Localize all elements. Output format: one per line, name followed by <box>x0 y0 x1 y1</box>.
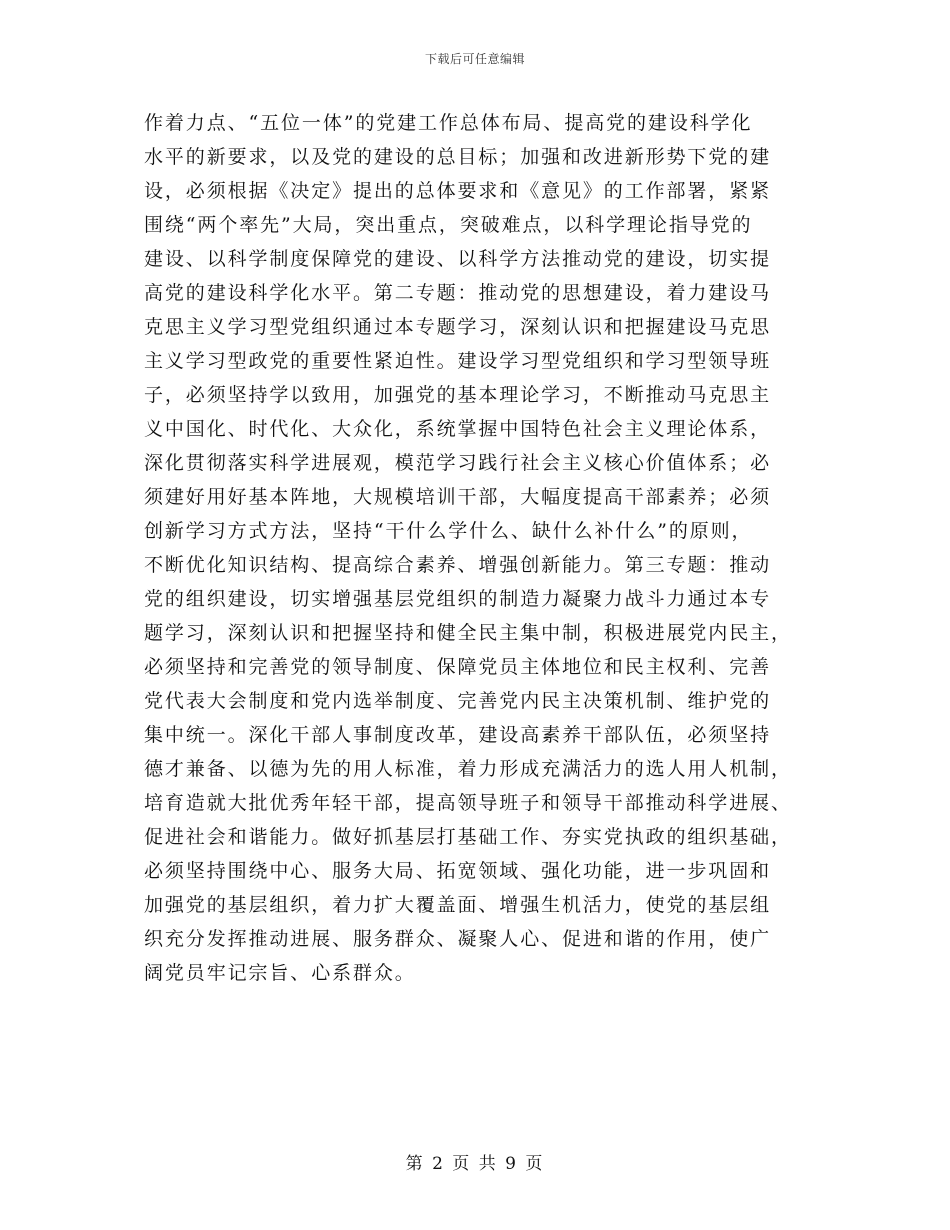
footer-total-prefix: 共 <box>478 1154 498 1174</box>
text-line-10: 义中国化、时代化、大众化，系统掌握中国特色社会主义理论体系， <box>144 418 772 440</box>
text-line-11: 深化贯彻落实科学进展观，模范学习践行社会主义核心价值体系；必 <box>144 452 772 474</box>
footer-prefix: 第 <box>405 1154 425 1174</box>
text-line-15: 党的组织建设，切实增强基层党组织的制造力凝聚力战斗力通过本专 <box>144 588 772 610</box>
text-line-14: 不断优化知识结构、提高综合素养、增强创新能力。第三专题：推动 <box>144 554 772 576</box>
text-line-22: 促进社会和谐能力。做好抓基层打基础工作、夯实党执政的组织基础， <box>144 826 792 848</box>
text-line-24: 加强党的基层组织，着力扩大覆盖面、增强生机活力，使党的基层组 <box>144 894 772 916</box>
text-line-20: 德才兼备、以德为先的用人标准，着力形成充满活力的选人用人机制， <box>144 758 792 780</box>
footer-total-label: 页 <box>525 1154 545 1174</box>
text-line-19: 集中统一。深化干部人事制度改革，建设高素养干部队伍，必须坚持 <box>144 724 772 746</box>
text-line-12: 须建好用好基本阵地，大规模培训干部，大幅度提高干部素养；必须 <box>144 486 772 508</box>
text-line-5: 建设、以科学制度保障党的建设、以科学方法推动党的建设，切实提 <box>144 248 772 270</box>
text-line-26: 阔党员牢记宗旨、心系群众。 <box>144 962 416 984</box>
text-line-2: 水平的新要求，以及党的建设的总目标；加强和改进新形势下党的建 <box>144 146 772 168</box>
text-line-13: 创新学习方式方法，坚持“干什么学什么、缺什么补什么”的原则， <box>144 520 753 542</box>
footer-page-label: 页 <box>452 1154 472 1174</box>
text-line-21: 培育造就大批优秀年轻干部，提高领导班子和领导干部推动科学进展、 <box>144 792 792 814</box>
text-line-1: 作着力点、“五位一体”的党建工作总体布局、提高党的建设科学化 <box>144 112 753 134</box>
text-line-4: 围绕“两个率先”大局，突出重点，突破难点，以科学理论指导党的 <box>144 214 753 236</box>
text-line-9: 子，必须坚持学以致用，加强党的基本理论学习，不断推动马克思主 <box>144 384 772 406</box>
text-line-17: 必须坚持和完善党的领导制度、保障党员主体地位和民主权利、完善 <box>144 656 772 678</box>
text-line-23: 必须坚持围绕中心、服务大局、拓宽领域、强化功能，进一步巩固和 <box>144 860 772 882</box>
text-line-3: 设，必须根据《决定》提出的总体要求和《意见》的工作部署，紧紧 <box>144 180 772 202</box>
text-line-25: 织充分发挥推动进展、服务群众、凝聚人心、促进和谐的作用，使广 <box>144 928 772 950</box>
page-header: 下载后可任意编辑 <box>424 52 525 66</box>
document-body <box>144 106 810 990</box>
text-line-18: 党代表大会制度和党内选举制度、完善党内民主决策机制、维护党的 <box>144 690 772 712</box>
total-page-count: 9 <box>505 1154 518 1174</box>
text-line-16: 题学习，深刻认识和把握坚持和健全民主集中制，积极进展党内民主， <box>144 622 792 644</box>
text-line-6: 高党的建设科学化水平。第二专题：推动党的思想建设，着力建设马 <box>144 282 772 304</box>
current-page-number: 2 <box>432 1154 445 1174</box>
text-line-8: 主义学习型政党的重要性紧迫性。建设学习型党组织和学习型领导班 <box>144 350 772 372</box>
page-footer <box>0 1149 950 1174</box>
text-line-7: 克思主义学习型党组织通过本专题学习，深刻认识和把握建设马克思 <box>144 316 772 338</box>
